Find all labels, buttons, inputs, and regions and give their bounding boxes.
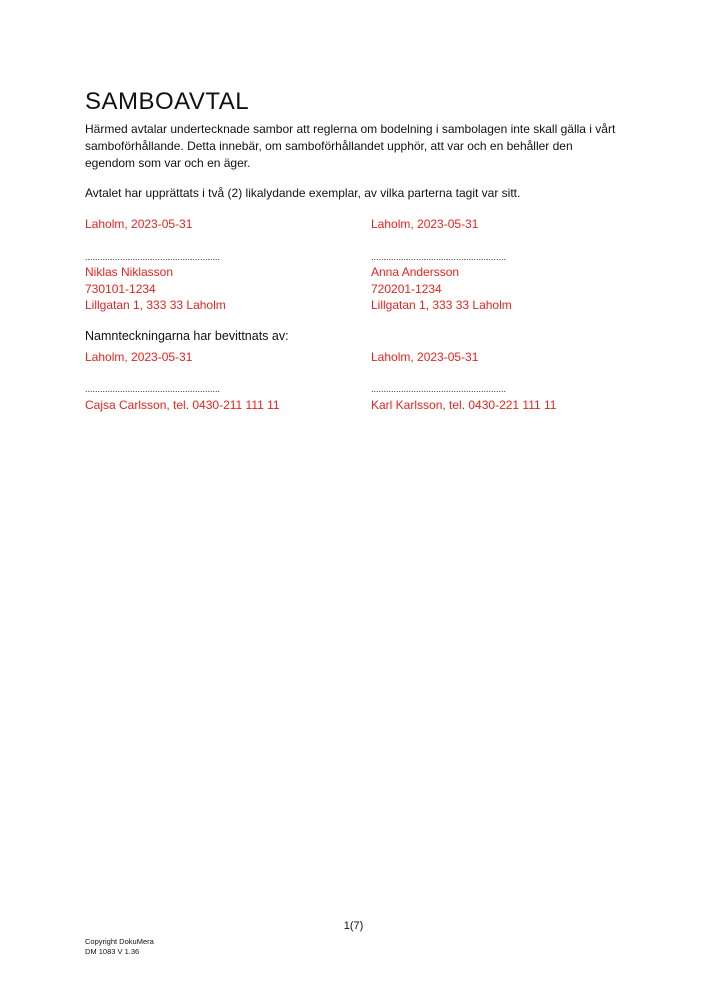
witness-1-place-date: Laholm, 2023-05-31 [85,350,193,364]
party-1-signature-line: ...................................................... [85,252,221,262]
party-2-signature-line: ...................................................... [371,252,507,262]
witness-2-place-date: Laholm, 2023-05-31 [371,350,479,364]
footer-version: DM 1083 V 1.36 [85,947,140,956]
page-number: 1(7) [343,920,364,932]
party-2-place-date: Laholm, 2023-05-31 [371,217,479,231]
party-1-address: Lillgatan 1, 333 33 Laholm [85,298,226,312]
party-2-address: Lillgatan 1, 333 33 Laholm [371,298,512,312]
witness-heading: Namnteckningarna har bevittnats av: [85,329,289,343]
witness-1-signature-line: ...................................................... [85,384,221,394]
party-1-id-number: 730101-1234 [85,282,156,296]
party-2-name: Anna Andersson [371,265,460,279]
witness-2-signature-line: ...................................................... [371,384,507,394]
witness-2-name-phone: Karl Karlsson, tel. 0430-221 111 11 [371,398,557,412]
party-1-name: Niklas Niklasson [85,265,174,279]
party-1-place-date: Laholm, 2023-05-31 [85,217,193,231]
party-2-id-number: 720201-1234 [371,282,442,296]
document-title: SAMBOAVTAL [85,88,250,115]
footer-copyright: Copyright DokuMera [85,937,154,946]
intro-paragraph: Härmed avtalar undertecknade sambor att reglerna om bodelning i sambolagen inte skall gälla i vårt samboförhållande. Detta innebär, om samboförhållandet upphör, att var och en behåller den egendom som var och en äger. [85,122,616,170]
copies-paragraph: Avtalet har upprättats i två (2) likalydande exemplar, av vilka parterna tagit var sitt. [85,186,521,200]
footer [85,937,154,957]
witness-1-name-phone: Cajsa Carlsson, tel. 0430-211 111 11 [85,398,280,412]
